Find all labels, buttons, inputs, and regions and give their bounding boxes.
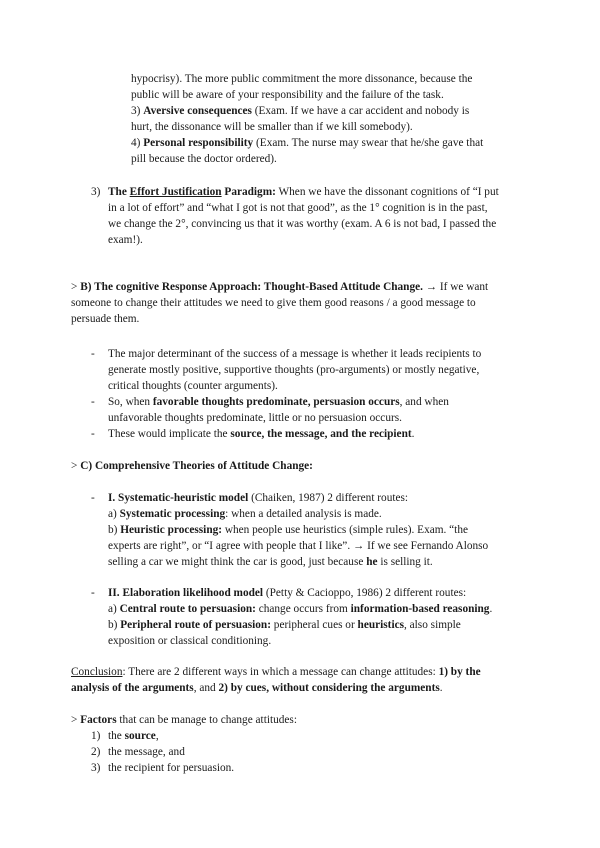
list-item bbox=[108, 760, 234, 776]
text-span: . bbox=[439, 682, 443, 694]
prefix-marker: > bbox=[71, 460, 81, 472]
text-span: that can be manage to change attitudes: bbox=[116, 714, 297, 726]
dissonance-continuation bbox=[131, 71, 571, 167]
text-span: , and bbox=[193, 682, 219, 694]
text-line bbox=[108, 601, 543, 617]
text-line bbox=[71, 664, 546, 680]
text-line: unfavorable thoughts predominate, little or no persuasion occurs. bbox=[108, 412, 402, 424]
elaboration-likelihood-model bbox=[108, 585, 543, 649]
text-line bbox=[71, 458, 541, 474]
text-span: a) bbox=[108, 508, 120, 520]
conclusion-paragraph bbox=[71, 664, 546, 696]
term-bold: Peripheral route of persuasion: bbox=[120, 619, 271, 631]
text-line: someone to change their attitudes we need to give them good reasons / a good message to bbox=[71, 297, 476, 309]
bullet-marker: - bbox=[91, 428, 95, 440]
text-span: is selling it. bbox=[377, 556, 433, 568]
text-line: in a lot of effort” and “what I got is not that good”, as the 1° cognition is in the past, bbox=[108, 202, 488, 214]
term-bold: Personal responsibility bbox=[143, 137, 254, 149]
factors-heading bbox=[71, 712, 541, 728]
list-number: 3) bbox=[91, 186, 101, 198]
term-underlined: Effort Justification bbox=[129, 186, 222, 198]
text-span: (Chaiken, 1987) 2 different routes: bbox=[248, 492, 409, 504]
term-bold: he bbox=[366, 556, 378, 568]
text-span: . bbox=[489, 603, 493, 615]
list-number: 2) bbox=[91, 746, 101, 758]
bullet-marker: - bbox=[91, 348, 95, 360]
text-line bbox=[108, 617, 543, 633]
bullet-item bbox=[108, 394, 538, 426]
list-number: 3) bbox=[131, 105, 141, 117]
list-item bbox=[108, 728, 159, 744]
text-span: a) bbox=[108, 603, 120, 615]
text-line bbox=[71, 680, 546, 696]
text-line: critical thoughts (counter arguments). bbox=[108, 380, 278, 392]
text-line: pill because the doctor ordered). bbox=[131, 153, 277, 165]
term-bold: 2) by cues, without considering the arguments bbox=[218, 682, 440, 694]
text-line bbox=[108, 394, 538, 410]
text-span: b) bbox=[108, 619, 121, 631]
text-line: generate mostly positive, supportive thoughts (pro-arguments) or mostly negative, bbox=[108, 364, 480, 376]
term-bold: Heuristic processing: bbox=[120, 524, 223, 536]
text-line: we change the 2°, convincing us that it was worthy (exam. A 6 is not bad, I passed the bbox=[108, 218, 497, 230]
effort-justification-paragraph bbox=[108, 184, 538, 248]
prefix-marker: > bbox=[71, 281, 81, 293]
list-number: 3) bbox=[91, 762, 101, 774]
text-span: change occurs from bbox=[255, 603, 351, 615]
section-b-heading bbox=[71, 279, 541, 295]
text-span: peripheral cues or bbox=[270, 619, 358, 631]
section-b bbox=[71, 279, 541, 327]
term-bold: Paradigm: bbox=[221, 186, 276, 198]
term-bold: Aversive consequences bbox=[143, 105, 252, 117]
term-bold: The bbox=[108, 186, 130, 198]
text-span: , bbox=[155, 730, 159, 742]
list-number: 1) bbox=[91, 730, 101, 742]
text-span: b) bbox=[108, 524, 121, 536]
text-line: exam!). bbox=[108, 234, 143, 246]
text-line bbox=[108, 184, 538, 200]
bullet-marker: - bbox=[91, 587, 95, 599]
heading-bold: B) The cognitive Response Approach: Thought-Based Attitude Change. bbox=[80, 281, 423, 293]
text-span: : when a detailed analysis is made. bbox=[225, 508, 382, 520]
text-span: (Exam. If we have a car accident and nobody is bbox=[251, 105, 470, 117]
heading-bold: C) Comprehensive Theories of Attitude Change: bbox=[80, 460, 313, 472]
term-bold: analysis of the arguments bbox=[71, 682, 194, 694]
text-line bbox=[108, 585, 543, 601]
text-line: public will be aware of your responsibility and the failure of the task. bbox=[131, 89, 444, 101]
text-line bbox=[108, 490, 543, 506]
text-span: So, when bbox=[108, 396, 153, 408]
text-line: experts are right”, or “I agree with people that I like”. → If we see Fernando Alonso bbox=[108, 540, 489, 552]
text-span: When we have the dissonant cognitions of “I put bbox=[275, 186, 499, 198]
text-span: (Petty & Cacioppo, 1986) 2 different routes: bbox=[263, 587, 467, 599]
list-item-responsibility bbox=[131, 135, 571, 151]
term-bold: Systematic processing bbox=[119, 508, 226, 520]
text-line: persuade them. bbox=[71, 313, 140, 325]
text-span: These would implicate the bbox=[108, 428, 231, 440]
text-span: when people use heuristics (simple rules). Exam. “the bbox=[222, 524, 468, 536]
term-bold: source, the message, and the recipient bbox=[230, 428, 412, 440]
prefix-marker: > bbox=[71, 714, 81, 726]
term-bold: 1) by the bbox=[438, 666, 481, 678]
bullet-item bbox=[108, 426, 538, 442]
term-bold: source bbox=[124, 730, 156, 742]
text-line: hurt, the dissonance will be smaller than if we kill somebody). bbox=[131, 121, 413, 133]
systematic-heuristic-model bbox=[108, 490, 543, 570]
text-line: The major determinant of the success of a message is whether it leads recipients to bbox=[108, 348, 482, 360]
list-item bbox=[108, 744, 185, 760]
text-span: selling a car we might think the car is good, just because bbox=[108, 556, 367, 568]
text-span: : There are 2 different ways in which a message can change attitudes: bbox=[122, 666, 439, 678]
text-line: hypocrisy). The more public commitment the more dissonance, because the bbox=[131, 73, 473, 85]
bullet-marker: - bbox=[91, 396, 95, 408]
bullet-item bbox=[108, 346, 538, 394]
term-bold: heuristics bbox=[357, 619, 404, 631]
text-line bbox=[108, 522, 543, 538]
bullet-marker: - bbox=[91, 492, 95, 504]
term-bold: Factors bbox=[80, 714, 117, 726]
text-span: the message, and bbox=[108, 746, 185, 758]
text-span: → If we want bbox=[422, 281, 489, 293]
text-line bbox=[108, 506, 543, 522]
term-bold: II. Elaboration likelihood model bbox=[108, 587, 264, 599]
term-bold: Central route to persuasion: bbox=[119, 603, 256, 615]
text-line: exposition or classical conditioning. bbox=[108, 635, 272, 647]
text-span: . bbox=[411, 428, 415, 440]
text-line bbox=[71, 712, 541, 728]
list-item-aversive bbox=[131, 103, 571, 119]
text-span: (Exam. The nurse may swear that he/she gave that bbox=[253, 137, 484, 149]
term-bold: favorable thoughts predominate, persuasion occurs bbox=[152, 396, 400, 408]
list-number: 4) bbox=[131, 137, 141, 149]
text-line bbox=[108, 426, 538, 442]
conclusion-label: Conclusion bbox=[71, 666, 123, 678]
term-bold: information-based reasoning bbox=[350, 603, 490, 615]
text-span: the recipient for persuasion. bbox=[108, 762, 235, 774]
text-span: the bbox=[108, 730, 125, 742]
text-line bbox=[108, 554, 543, 570]
text-span: , and when bbox=[399, 396, 449, 408]
section-c-heading bbox=[71, 458, 541, 474]
term-bold: I. Systematic-heuristic model bbox=[108, 492, 249, 504]
text-span: , also simple bbox=[404, 619, 461, 631]
